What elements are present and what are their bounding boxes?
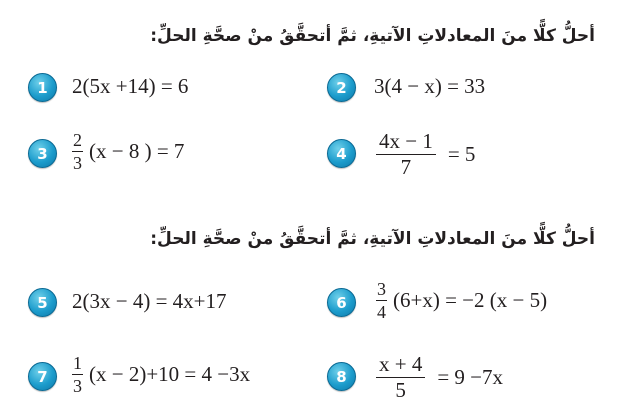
instruction-text-1: أحلُّ كلًّا منَ المعادلاتِ الآتيةِ، ثمَّ أتحقَّقُ منْ صحَّةِ الحلِّ:	[150, 26, 595, 46]
problem-number-badge-7: 7	[28, 362, 57, 391]
fraction-3	[72, 131, 83, 172]
fraction-numerator: 2	[73, 130, 82, 150]
fraction-denominator: 7	[400, 155, 412, 179]
equation-8	[376, 354, 503, 401]
problem-number-badge-6: 6	[327, 288, 356, 317]
equation-rest: (x − 8 ) = 7	[89, 139, 185, 163]
equation-rest: (6+x) = −2 (x − 5)	[393, 288, 548, 312]
equation-4	[376, 131, 475, 178]
equation-1: 2(5x +14) = 6	[72, 74, 189, 98]
equation-5: 2(3x − 4) = 4x+17	[72, 289, 227, 313]
fraction-6	[376, 280, 387, 321]
fraction-denominator: 3	[73, 376, 82, 396]
problem-number-badge-2: 2	[327, 73, 356, 102]
problem-number-badge-5: 5	[28, 288, 57, 317]
equation-2: 3(4 − x) = 33	[374, 74, 486, 98]
fraction-numerator: 3	[377, 279, 386, 299]
problem-number-badge-1: 1	[28, 73, 57, 102]
fraction-4	[376, 131, 436, 178]
fraction-denominator: 3	[73, 153, 82, 173]
fraction-denominator: 4	[377, 302, 386, 322]
equation-rest: = 5	[447, 142, 476, 166]
equation-6	[376, 280, 547, 321]
equation-3	[72, 131, 184, 172]
problem-number-badge-8: 8	[327, 362, 356, 391]
problem-number-badge-3: 3	[28, 139, 57, 168]
equation-7	[72, 354, 250, 395]
fraction-7	[72, 354, 83, 395]
fraction-numerator: 4x − 1	[376, 131, 436, 155]
instruction-text-2: أحلُّ كلًّا منَ المعادلاتِ الآتيةِ، ثمَّ أتحقَّقُ منْ صحَّةِ الحلِّ:	[150, 229, 595, 249]
problem-number-badge-4: 4	[327, 139, 356, 168]
fraction-denominator: 5	[395, 378, 406, 402]
equation-rest: = 9 −7x	[437, 365, 504, 389]
fraction-numerator: x + 4	[376, 354, 425, 378]
fraction-8	[376, 354, 425, 401]
equation-rest: (x − 2)+10 = 4 −3x	[89, 362, 251, 386]
fraction-numerator: 1	[73, 353, 82, 373]
